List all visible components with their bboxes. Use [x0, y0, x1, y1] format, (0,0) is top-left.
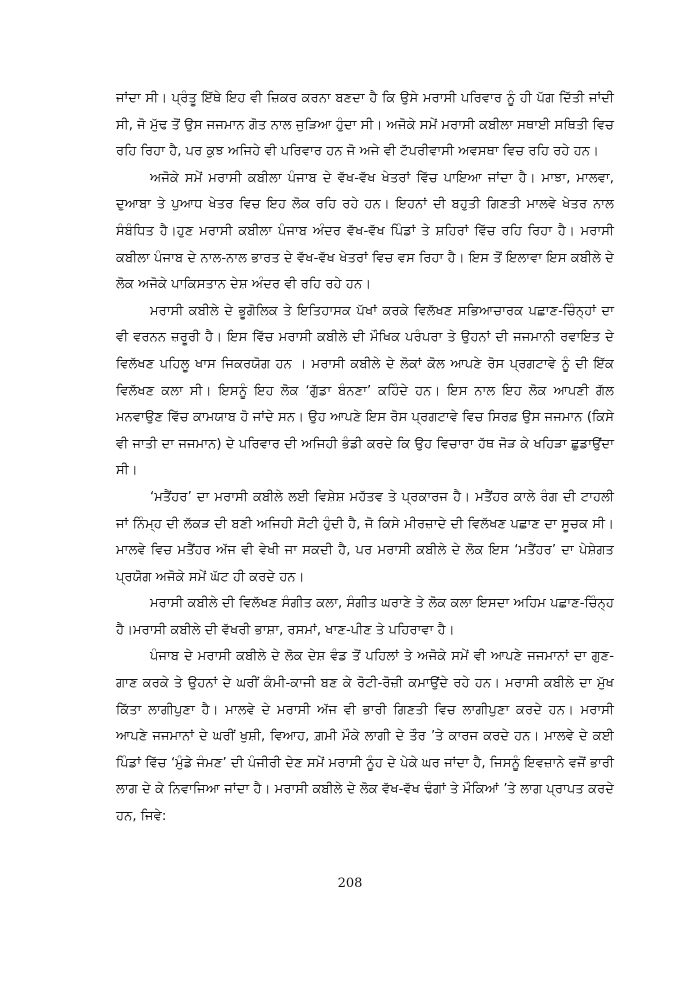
paragraph-4: ‘ਮਤੈਂਹਰ’ ਦਾ ਮਰਾਸੀ ਕਬੀਲੇ ਲਈ ਵਿਸ਼ੇਸ਼ ਮਹੱਤਵ ਤੇ ਪ੍ਰਕਾਰਜ ਹੈ। ਮਤੈਂਹਰ ਕਾਲੇ ਰੰਗ ਦੀ ਟਾਹਲੀ ਜਾਂ ਨਿੰਮ੍ਹ ਦੀ ਲੱਕੜ ਦੀ ਬਣੀ ਅਜਿਹੀ ਸੋਟੀ ਹੁੰਦੀ ਹੈ, ਜੋ ਕਿਸੇ ਮੀਰਜ਼ਾਦੇ ਦੀ ਵਿਲੱਖਣ ਪਛਾਣ ਦਾ ਸੂਚਕ ਸੀ। ਮਾਲਵੇ ਵਿਚ ਮਤੈਂਹਰ ਅੱਜ ਵੀ ਵੇਖੀ ਜਾ ਸਕਦੀ ਹੈ, ਪਰ ਮਰਾਸੀ ਕਬੀਲੇ ਦੇ ਲੋਕ ਇਸ ‘ਮਤੈਂਹਰ’ ਦਾ ਪੇਸ਼ੇਗਤ ਪ੍ਰਯੋਗ ਅਜੋਕੇ ਸਮੇਂ ਘੱਟ ਹੀ ਕਰਦੇ ਹਨ। [116, 489, 614, 585]
paragraph-5: ਮਰਾਸੀ ਕਬੀਲੇ ਦੀ ਵਿਲੱਖਣ ਸੰਗੀਤ ਕਲਾ, ਸੰਗੀਤ ਘਰਾਣੇ ਤੇ ਲੋਕ ਕਲਾ ਇਸਦਾ ਅਹਿਮ ਪਛਾਣ-ਚਿੰਨ੍ਹ ਹੈ।ਮਰਾਸੀ ਕਬੀਲੇ ਦੀ ਵੱਖਰੀ ਭਾਸ਼ਾ, ਰਸਮਾਂ, ਖਾਣ-ਪੀਣ ਤੇ ਪਹਿਰਾਵਾ ਹੈ। [116, 596, 614, 638]
paragraph-1: ਜਾਂਦਾ ਸੀ। ਪ੍ਰੰਤੂ ਇੱਥੇ ਇਹ ਵੀ ਜ਼ਿਕਰ ਕਰਨਾ ਬਣਦਾ ਹੈ ਕਿ ਉਸੇ ਮਰਾਸੀ ਪਰਿਵਾਰ ਨੂੰ ਹੀ ਪੱਗ ਦਿੱਤੀ ਜਾਂਦੀ ਸੀ, ਜੋ ਮੁੱਢ ਤੋਂ ਉਸ ਜਜਮਾਨ ਗੋਤ ਨਾਲ ਜੁੜਿਆ ਹੁੰਦਾ ਸੀ। ਅਜੋਕੇ ਸਮੇਂ ਮਰਾਸੀ ਕਬੀਲਾ ਸਥਾਈ ਸਥਿਤੀ ਵਿਚ ਰਹਿ ਰਿਹਾ ਹੈ, ਪਰ ਕੁਝ ਅਜਿਹੇ ਵੀ ਪਰਿਵਾਰ ਹਨ ਜੋ ਅਜੇ ਵੀ ਟੱਪਰੀਵਾਸੀ ਅਵਸਥਾ ਵਿਚ ਰਹਿ ਰਹੇ ਹਨ। [116, 91, 614, 160]
paragraph-2: ਅਜੋਕੇ ਸਮੇਂ ਮਰਾਸੀ ਕਬੀਲਾ ਪੰਜਾਬ ਦੇ ਵੱਖ-ਵੱਖ ਖੇਤਰਾਂ ਵਿੱਚ ਪਾਇਆ ਜਾਂਦਾ ਹੈ। ਮਾਝਾ, ਮਾਲਵਾ, ਦੁਆਬਾ ਤੇ ਪੁਆਧ ਖੇਤਰ ਵਿਚ ਇਹ ਲੋਕ ਰਹਿ ਰਹੇ ਹਨ। ਇਹਨਾਂ ਦੀ ਬਹੁਤੀ ਗਿਣਤੀ ਮਾਲਵੇ ਖੇਤਰ ਨਾਲ ਸੰਬੰਧਿਤ ਹੈ।ਹੁਣ ਮਰਾਸੀ ਕਬੀਲਾ ਪੰਜਾਬ ਅੰਦਰ ਵੱਖ-ਵੱਖ ਪਿੰਡਾਂ ਤੇ ਸ਼ਹਿਰਾਂ ਵਿੱਚ ਰਹਿ ਰਿਹਾ ਹੈ। ਮਰਾਸੀ ਕਬੀਲਾ ਪੰਜਾਬ ਦੇ ਨਾਲ-ਨਾਲ ਭਾਰਤ ਦੇ ਵੱਖ-ਵੱਖ ਖੇਤਰਾਂ ਵਿਚ ਵਸ ਰਿਹਾ ਹੈ। ਇਸ ਤੋਂ ਇਲਾਵਾ ਇਸ ਕਬੀਲੇ ਦੇ ਲੋਕ ਅਜੋਕੇ ਪਾਕਿਸਤਾਨ ਦੇਸ਼ ਅੰਦਰ ਵੀ ਰਹਿ ਰਹੇ ਹਨ। [116, 170, 614, 293]
body-text [116, 86, 614, 831]
paragraph-6: ਪੰਜਾਬ ਦੇ ਮਰਾਸੀ ਕਬੀਲੇ ਦੇ ਲੋਕ ਦੇਸ਼ ਵੰਡ ਤੋਂ ਪਹਿਲਾਂ ਤੇ ਅਜੋਕੇ ਸਮੇਂ ਵੀ ਆਪਣੇ ਜਜਮਾਨਾਂ ਦਾ ਗੁਣ-ਗਾਣ ਕਰਕੇ ਤੇ ਉਹਨਾਂ ਦੇ ਘਰੀਂ ਕੰਮੀ-ਕਾਜੀ ਬਣ ਕੇ ਰੋਟੀ-ਰੋਜ਼ੀ ਕਮਾਉਂਦੇ ਰਹੇ ਹਨ। ਮਰਾਸੀ ਕਬੀਲੇ ਦਾ ਮੁੱਖ ਕਿੱਤਾ ਲਾਗੀਪੁਣਾ ਹੈ। ਮਾਲਵੇ ਦੇ ਮਰਾਸੀ ਅੱਜ ਵੀ ਭਾਰੀ ਗਿਣਤੀ ਵਿਚ ਲਾਗੀਪੁਣਾ ਕਰਦੇ ਹਨ। ਮਰਾਸੀ ਆਪਣੇ ਜਜਮਾਨਾਂ ਦੇ ਘਰੀਂ ਖੁਸ਼ੀ, ਵਿਆਹ, ਗ਼ਮੀ ਮੌਕੇ ਲਾਗੀ ਦੇ ਤੌਰ ’ਤੇ ਕਾਰਜ ਕਰਦੇ ਹਨ। ਮਾਲਵੇ ਦੇ ਕਈ ਪਿੰਡਾਂ ਵਿੱਚ ‘ਮੁੰਡੇ ਜੰਮਣ’ ਦੀ ਪੰਜੀਰੀ ਦੇਣ ਸਮੇਂ ਮਰਾਸੀ ਨੂੰਹ ਦੇ ਪੇਕੇ ਘਰ ਜਾਂਦਾ ਹੈ, ਜਿਸਨੂੰ ਇਵਜ਼ਾਨੇ ਵਜੋਂ ਭਾਰੀ ਲਾਗ ਦੇ ਕੇ ਨਿਵਾਜਿਆ ਜਾਂਦਾ ਹੈ। ਮਰਾਸੀ ਕਬੀਲੇ ਦੇ ਲੋਕ ਵੱਖ-ਵੱਖ ਢੰਗਾਂ ਤੇ ਮੌਕਿਆਂ ’ਤੇ ਲਾਗ ਪ੍ਰਾਪਤ ਕਰਦੇ ਹਨ, ਜਿਵੇ: [116, 649, 614, 825]
paragraph-3: ਮਰਾਸੀ ਕਬੀਲੇ ਦੇ ਭੂਗੋਲਿਕ ਤੇ ਇਤਿਹਾਸਕ ਪੱਖਾਂ ਕਰਕੇ ਵਿਲੱਖਣ ਸਭਿਆਚਾਰਕ ਪਛਾਣ-ਚਿੰਨ੍ਹਾਂ ਦਾ ਵੀ ਵਰਨਨ ਜ਼ਰੂਰੀ ਹੈ। ਇਸ ਵਿੱਚ ਮਰਾਸੀ ਕਬੀਲੇ ਦੀ ਮੌਖਿਕ ਪਰੰਪਰਾ ਤੇ ਉਹਨਾਂ ਦੀ ਜਜਮਾਨੀ ਰਵਾਇਤ ਦੇ ਵਿਲੱਖਣ ਪਹਿਲੂ ਖਾਸ ਜਿਕਰਯੋਗ ਹਨ । ਮਰਾਸੀ ਕਬੀਲੇ ਦੇ ਲੋਕਾਂ ਕੋਲ ਆਪਣੇ ਰੋਸ ਪ੍ਰਗਟਾਵੇ ਨੂੰ ਦੀ ਇੱਕ ਵਿਲੱਖਣ ਕਲਾ ਸੀ। ਇਸਨੂੰ ਇਹ ਲੋਕ ‘ਗੁੱਡਾ ਬੰਨਣਾ’ ਕਹਿੰਦੇ ਹਨ। ਇਸ ਨਾਲ ਇਹ ਲੋਕ ਆਪਣੀ ਗੱਲ ਮਨਵਾਉਣ ਵਿੱਚ ਕਾਮਯਾਬ ਹੋ ਜਾਂਦੇ ਸਨ। ਉਹ ਆਪਣੇ ਇਸ ਰੋਸ ਪ੍ਰਗਟਾਵੇ ਵਿਚ ਸਿਰਫ਼ ਉਸ ਜਜਮਾਨ (ਕਿਸੇ ਵੀ ਜਾਤੀ ਦਾ ਜਜਮਾਨ) ਦੇ ਪਰਿਵਾਰ ਦੀ ਅਜਿਹੀ ਭੰਡੀ ਕਰਦੇ ਕਿ ਉਹ ਵਿਚਾਰਾ ਹੱਥ ਜੋੜ ਕੇ ਖਹਿੜਾ ਛੁਡਾਉਂਦਾ ਸੀ। [116, 303, 614, 479]
page-number: 208 [337, 876, 363, 891]
